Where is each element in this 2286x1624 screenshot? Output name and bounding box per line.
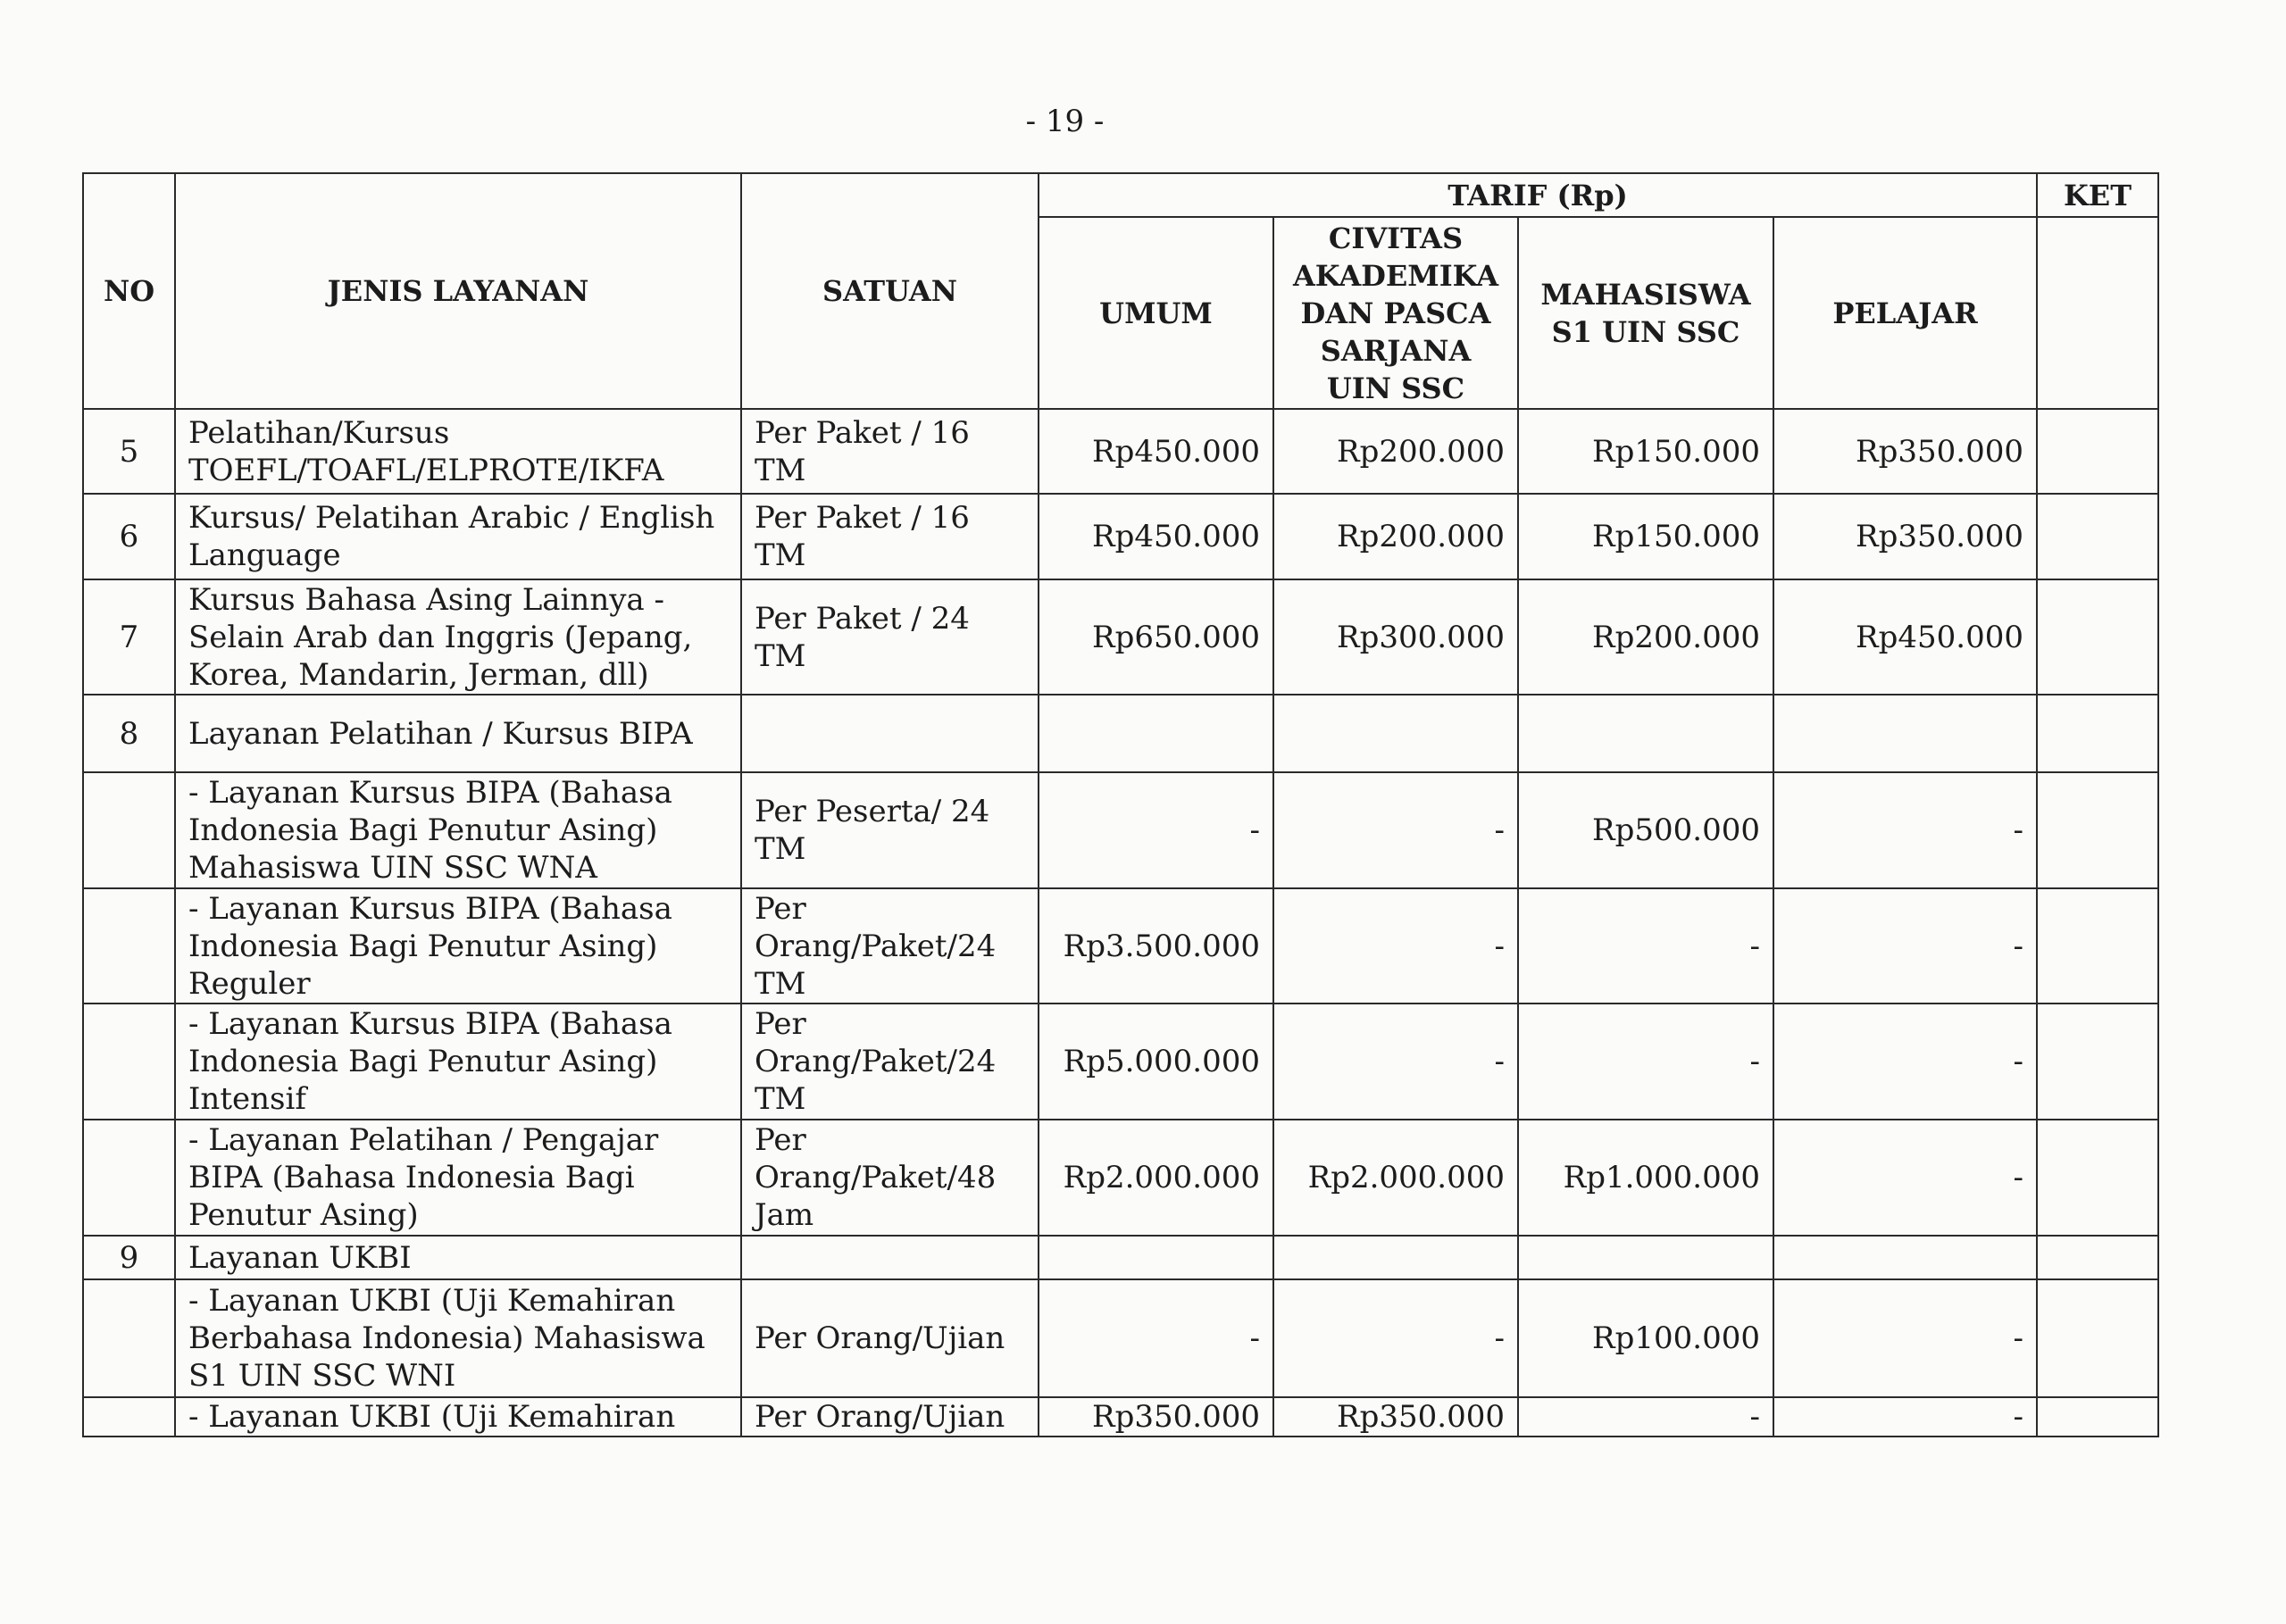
cell-no bbox=[83, 1397, 175, 1437]
cell-satuan: Per Orang/Ujian bbox=[741, 1279, 1039, 1397]
cell-ket bbox=[2037, 1004, 2158, 1120]
header-ket-empty bbox=[2037, 217, 2158, 409]
cell-mahasiswa: Rp200.000 bbox=[1518, 579, 1773, 695]
cell-jenis: - Layanan UKBI (Uji Kemahiran Berbahasa Indonesia) Mahasiswa S1 UIN SSC WNI bbox=[175, 1279, 741, 1397]
table-row bbox=[83, 1397, 2158, 1437]
cell-ket bbox=[2037, 1397, 2158, 1437]
cell-civitas: Rp200.000 bbox=[1273, 409, 1518, 494]
cell-pelajar: - bbox=[1773, 772, 2037, 888]
cell-no bbox=[83, 1004, 175, 1120]
cell-ket bbox=[2037, 494, 2158, 579]
cell-pelajar: Rp350.000 bbox=[1773, 409, 2037, 494]
cell-civitas: - bbox=[1273, 1279, 1518, 1397]
cell-no bbox=[83, 1120, 175, 1236]
table-row bbox=[83, 888, 2158, 1004]
cell-jenis: - Layanan UKBI (Uji Kemahiran bbox=[175, 1397, 741, 1437]
cell-ket bbox=[2037, 409, 2158, 494]
cell-pelajar: - bbox=[1773, 1279, 2037, 1397]
cell-umum: Rp3.500.000 bbox=[1039, 888, 1273, 1004]
cell-mahasiswa: Rp1.000.000 bbox=[1518, 1120, 1773, 1236]
cell-ket bbox=[2037, 1236, 2158, 1279]
cell-no: 6 bbox=[83, 494, 175, 579]
cell-pelajar: Rp350.000 bbox=[1773, 494, 2037, 579]
cell-ket bbox=[2037, 695, 2158, 772]
cell-satuan: Per Orang/Paket/24 TM bbox=[741, 1004, 1039, 1120]
table-row bbox=[83, 1236, 2158, 1279]
cell-jenis: Kursus Bahasa Asing Lainnya - Selain Arab dan Inggris (Jepang, Korea, Mandarin, Jerman, dll) bbox=[175, 579, 741, 695]
cell-satuan: Per Orang/Paket/24 TM bbox=[741, 888, 1039, 1004]
cell-jenis: Pelatihan/Kursus TOEFL/TOAFL/ELPROTE/IKFA bbox=[175, 409, 741, 494]
cell-pelajar bbox=[1773, 695, 2037, 772]
table-row bbox=[83, 1279, 2158, 1397]
cell-ket bbox=[2037, 579, 2158, 695]
cell-satuan: Per Orang/Ujian bbox=[741, 1397, 1039, 1437]
cell-no: 9 bbox=[83, 1236, 175, 1279]
cell-satuan: Per Paket / 16 TM bbox=[741, 409, 1039, 494]
cell-mahasiswa: - bbox=[1518, 1004, 1773, 1120]
cell-jenis: Layanan Pelatihan / Kursus BIPA bbox=[175, 695, 741, 772]
cell-satuan: Per Paket / 24 TM bbox=[741, 579, 1039, 695]
cell-ket bbox=[2037, 1279, 2158, 1397]
cell-mahasiswa: Rp150.000 bbox=[1518, 409, 1773, 494]
tariff-table bbox=[82, 172, 2159, 1437]
cell-civitas: Rp300.000 bbox=[1273, 579, 1518, 695]
table-row bbox=[83, 494, 2158, 579]
cell-mahasiswa: Rp500.000 bbox=[1518, 772, 1773, 888]
cell-mahasiswa bbox=[1518, 1236, 1773, 1279]
cell-umum bbox=[1039, 695, 1273, 772]
cell-ket bbox=[2037, 888, 2158, 1004]
cell-pelajar: - bbox=[1773, 1120, 2037, 1236]
cell-jenis: Kursus/ Pelatihan Arabic / English Language bbox=[175, 494, 741, 579]
cell-civitas: - bbox=[1273, 772, 1518, 888]
cell-umum: Rp450.000 bbox=[1039, 494, 1273, 579]
table-row bbox=[83, 579, 2158, 695]
cell-pelajar: - bbox=[1773, 1004, 2037, 1120]
cell-ket bbox=[2037, 1120, 2158, 1236]
cell-satuan: Per Orang/Paket/48 Jam bbox=[741, 1120, 1039, 1236]
cell-jenis: - Layanan Kursus BIPA (Bahasa Indonesia Bagi Penutur Asing) Reguler bbox=[175, 888, 741, 1004]
cell-jenis: - Layanan Kursus BIPA (Bahasa Indonesia Bagi Penutur Asing) Intensif bbox=[175, 1004, 741, 1120]
cell-umum: Rp350.000 bbox=[1039, 1397, 1273, 1437]
cell-satuan: Per Peserta/ 24 TM bbox=[741, 772, 1039, 888]
cell-mahasiswa bbox=[1518, 695, 1773, 772]
cell-pelajar: Rp450.000 bbox=[1773, 579, 2037, 695]
cell-civitas: Rp2.000.000 bbox=[1273, 1120, 1518, 1236]
cell-no: 7 bbox=[83, 579, 175, 695]
cell-pelajar: - bbox=[1773, 1397, 2037, 1437]
page-number: - 19 - bbox=[1025, 104, 1105, 139]
cell-mahasiswa: - bbox=[1518, 888, 1773, 1004]
cell-no: 8 bbox=[83, 695, 175, 772]
cell-jenis: Layanan UKBI bbox=[175, 1236, 741, 1279]
cell-umum: Rp650.000 bbox=[1039, 579, 1273, 695]
cell-pelajar: - bbox=[1773, 888, 2037, 1004]
cell-no bbox=[83, 888, 175, 1004]
cell-satuan: Per Paket / 16 TM bbox=[741, 494, 1039, 579]
cell-pelajar bbox=[1773, 1236, 2037, 1279]
table-row bbox=[83, 1120, 2158, 1236]
cell-umum: - bbox=[1039, 772, 1273, 888]
cell-no bbox=[83, 1279, 175, 1397]
cell-mahasiswa: - bbox=[1518, 1397, 1773, 1437]
header-umum: UMUM bbox=[1039, 217, 1273, 409]
cell-umum: Rp2.000.000 bbox=[1039, 1120, 1273, 1236]
cell-civitas bbox=[1273, 1236, 1518, 1279]
table-row bbox=[83, 409, 2158, 494]
table-row bbox=[83, 772, 2158, 888]
cell-umum bbox=[1039, 1236, 1273, 1279]
table-row bbox=[83, 695, 2158, 772]
cell-jenis: - Layanan Pelatihan / Pengajar BIPA (Bahasa Indonesia Bagi Penutur Asing) bbox=[175, 1120, 741, 1236]
cell-satuan bbox=[741, 1236, 1039, 1279]
header-no: NO bbox=[83, 173, 175, 409]
cell-civitas: - bbox=[1273, 1004, 1518, 1120]
header-ket: KET bbox=[2037, 173, 2158, 217]
cell-civitas bbox=[1273, 695, 1518, 772]
cell-satuan bbox=[741, 695, 1039, 772]
cell-no: 5 bbox=[83, 409, 175, 494]
cell-no bbox=[83, 772, 175, 888]
header-pelajar: PELAJAR bbox=[1773, 217, 2037, 409]
cell-umum: Rp5.000.000 bbox=[1039, 1004, 1273, 1120]
cell-civitas: - bbox=[1273, 888, 1518, 1004]
header-civitas: CIVITAS AKADEMIKA DAN PASCA SARJANA UIN SSC bbox=[1273, 217, 1518, 409]
table-row bbox=[83, 1004, 2158, 1120]
cell-civitas: Rp350.000 bbox=[1273, 1397, 1518, 1437]
cell-jenis: - Layanan Kursus BIPA (Bahasa Indonesia Bagi Penutur Asing) Mahasiswa UIN SSC WNA bbox=[175, 772, 741, 888]
header-mahasiswa: MAHASISWA S1 UIN SSC bbox=[1518, 217, 1773, 409]
header-tarif: TARIF (Rp) bbox=[1039, 173, 2037, 217]
cell-mahasiswa: Rp150.000 bbox=[1518, 494, 1773, 579]
cell-umum: - bbox=[1039, 1279, 1273, 1397]
cell-umum: Rp450.000 bbox=[1039, 409, 1273, 494]
header-row-1 bbox=[83, 173, 2158, 217]
header-satuan: SATUAN bbox=[741, 173, 1039, 409]
cell-civitas: Rp200.000 bbox=[1273, 494, 1518, 579]
cell-ket bbox=[2037, 772, 2158, 888]
header-jenis-layanan: JENIS LAYANAN bbox=[175, 173, 741, 409]
cell-mahasiswa: Rp100.000 bbox=[1518, 1279, 1773, 1397]
